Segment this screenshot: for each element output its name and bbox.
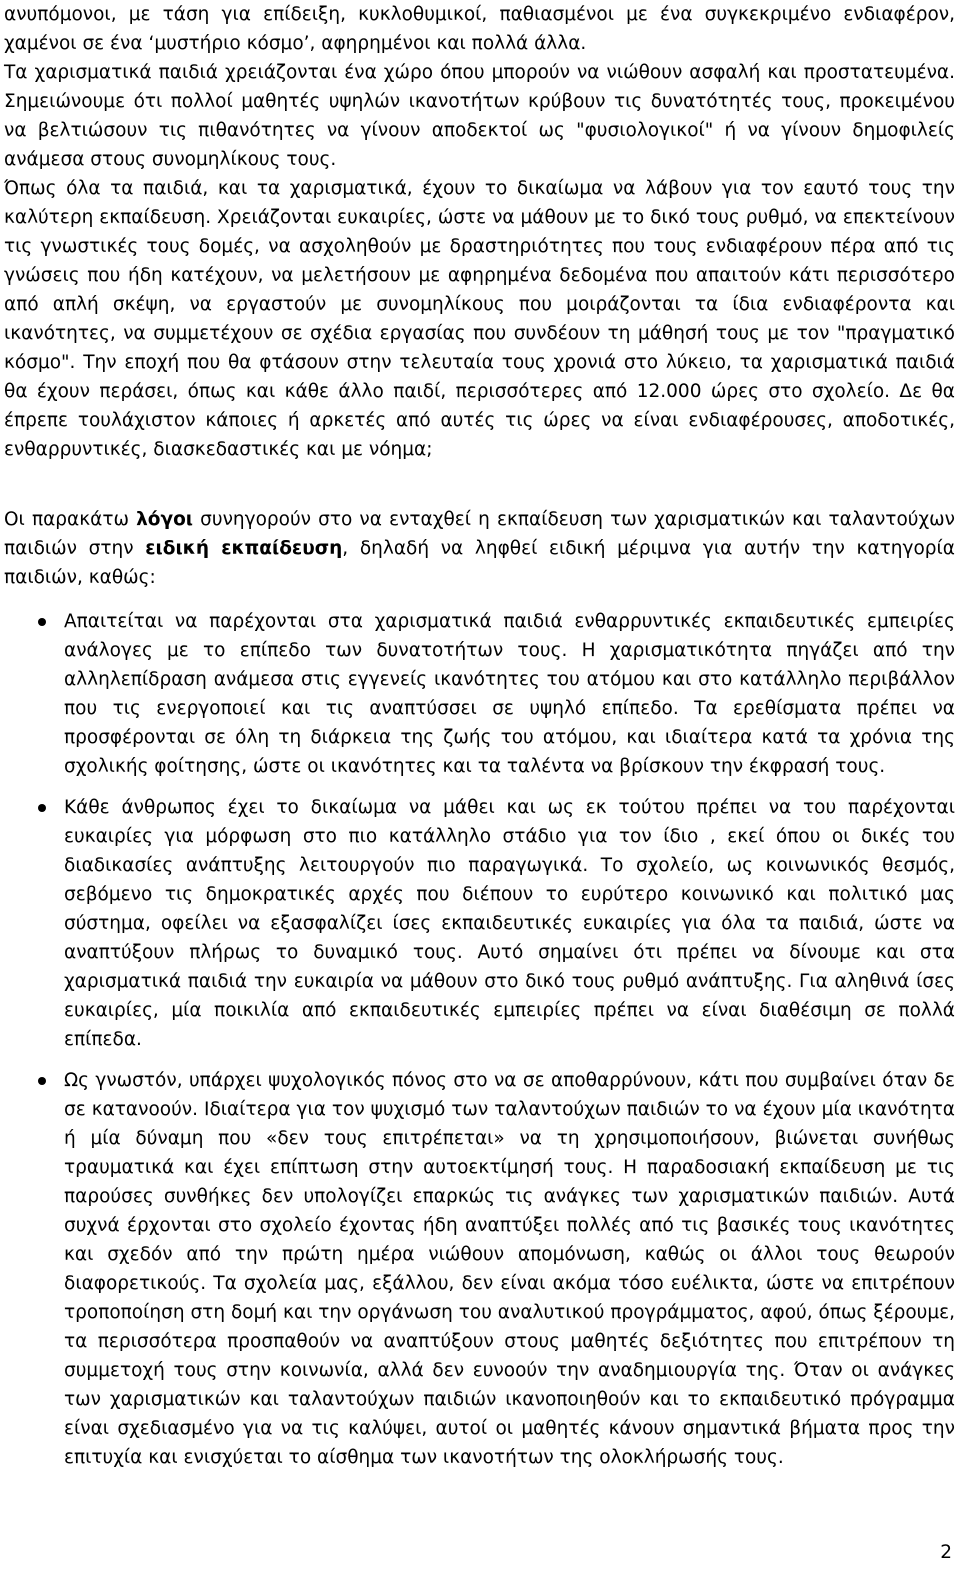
list-item-text: Ως γνωστόν, υπάρχει ψυχολογικός πόνος στο να σε αποθαρρύνουν, κάτι που συμβαίνει όταν δε σε κατανοούν. Ιδιαίτερα για τον ψυχισμό των ταλαντούχων παιδιών το να έχουν μία ικανότητα ή μία δύναμη που «δεν τους επιτρέπεται» να τη χρησιμοποιήσουν, βιώνεται συνήθως τραυματικά και έχει επίπτωση στην αυτοεκτίμησή τους. Η παραδοσιακή εκπαίδευση με τις παρούσες συνθήκες δεν υπολογίζει επαρκώς τις ανάγκες των χαρισματικών παιδιών. Αυτά συχνά έρχονται στο σχολείο έχοντας ήδη αναπτύξει πολλές από τις βασικές τους ικανότητες και σχεδόν από την πρώτη ημέρα νιώθουν απομόνωση, καθώς οι άλλοι τους θεωρούν διαφορετικούς. Τα σχολεία μας, εξάλλου, δεν είναι ακόμα τόσο ευέλικτα, ώστε να επιτρέπουν τροποποίηση στη δομή και την οργάνωση του αναλυτικού προγράμματος, αφού, όπως ξέρουμε, τα περισσότερα προσπαθούν να αναπτύξουν στους μαθητές δεξιότητες που επιτρέπουν τη συμμετοχή τους στην κοινωνία, αλλά δεν ευνοούν την αναδημιουργία της. Όταν οι ανάγκες των χαρισματικών και ταλαντούχων παιδιών ικανοποιηθούν και το εκπαιδευτικό πρόγραμμα είναι σχεδιασμένο για να τις καλύψει, αυτοί οι μαθητές κάνουν σημαντικά βήματα προς την επιτυχία και ενισχύεται το αίσθημα των ικανοτήτων της ολοκλήρωσής τους. bbox=[64, 1070, 955, 1468]
paragraph-safe-space: Τα χαρισματικά παιδιά χρειάζονται ένα χώρο όπου μπορούν να νιώθουν ασφαλή και προστατευμένα. Σημειώνουμε ότι πολλοί μαθητές υψηλών ικανοτήτων κρύβουν τις δυνατότητές τους, προκειμένου να βελτιώσουν τις πιθανότητες να γίνουν αποδεκτοί ως "φυσιολογικοί" ή να γίνουν δημοφιλείς ανάμεσα στους συνομηλίκους τους. bbox=[4, 62, 955, 170]
list-item bbox=[0, 607, 955, 781]
reasons-intro-mid: συνηγορούν στο να ενταχθεί η εκπαίδευση των χαρισματικών και ταλαντούχων παιδιών στην bbox=[4, 509, 955, 559]
reasons-intro-post: , δηλαδή να ληφθεί ειδική μέριμνα για αυτήν την κατηγορία παιδιών, καθώς: bbox=[4, 538, 955, 588]
list-item-text: Κάθε άνθρωπος έχει το δικαίωμα να μάθει και ως εκ τούτου πρέπει να του παρέχονται ευκαιρίες για μόρφωση στο πιο κατάλληλο στάδιο για τον ίδιο , εκεί όπου οι δικές του διαδικασίες ανάπτυξης λειτουργούν πιο παραγωγικά. Το σχολείο, ως κοινωνικός θεσμός, σεβόμενο τις δημοκρατικές αρχές που διέπουν το ευρύτερο κοινωνικό και πολιτικό μας σύστημα, οφείλει να εξασφαλίζει ίσες εκπαιδευτικές ευκαιρίες για όλα τα παιδιά, ώστε να αναπτύξουν πλήρως το δυναμικό τους. Αυτό σημαίνει ότι πρέπει να δίνουμε και στα χαρισματικά παιδιά την ευκαιρία να μάθουν στο δικό τους ρυθμό ανάπτυξης. Για αληθινά ίσες ευκαιρίες, μία ποικιλία από εκπαιδευτικές εμπειρίες πρέπει να είναι διαθέσιμη σε πολλά επίπεδα. bbox=[64, 797, 955, 1050]
bullet-dot-icon bbox=[38, 618, 46, 626]
paragraph-reasons-intro bbox=[4, 505, 955, 592]
list-item bbox=[0, 1066, 955, 1472]
paragraph-right-to-education: Όπως όλα τα παιδιά, και τα χαρισματικά, έχουν το δικαίωμα να λάβουν για τον εαυτό τους την καλύτερη εκπαίδευση. Χρειάζονται ευκαιρίες, ώστε να μάθουν με το δικό τους ρυθμό, να επεκτείνουν τις γνωστικές τους δομές, να ασχοληθούν με δραστηριότητες που τους ενδιαφέρουν πέρα από τις γνώσεις που ήδη κατέχουν, να μελετήσουν με αφηρημένα δεδομένα που απαιτούν κάτι περισσότερο από απλή σκέψη, να εργαστούν με συνομηλίκους που μοιράζονται τα ίδια ενδιαφέροντα και ικανότητες, να συμμετέχουν σε σχέδια εργασίας που συνδέουν τη μάθησή τους με τον "πραγματικό κόσμο". Την εποχή που θα φτάσουν στην τελευταία τους χρονιά στο λύκειο, τα χαρισματικά παιδιά θα έχουν περάσει, όπως και κάθε άλλο παιδί, περισσότερες από 12.000 ώρες στο σχολείο. Δε θα έπρεπε τουλάχιστον κάποιες ή αρκετές από αυτές τις ώρες να είναι ενδιαφέρουσες, αποδοτικές, ενθαρρυντικές, διασκεδαστικές και με νόημα; bbox=[4, 178, 955, 460]
list-item bbox=[0, 793, 955, 1054]
bullet-dot-icon bbox=[38, 1077, 46, 1085]
reasons-intro-pre: Οι παρακάτω bbox=[4, 509, 137, 530]
reasons-keyword: λόγοι bbox=[136, 509, 194, 530]
page-number: 2 bbox=[940, 1542, 952, 1563]
reasons-bullet-list bbox=[0, 607, 960, 1484]
bullet-dot-icon bbox=[38, 804, 46, 812]
list-item-text: Απαιτείται να παρέχονται στα χαρισματικά παιδιά ενθαρρυντικές εκπαιδευτικές εμπειρίες ανάλογες με το επίπεδο των δυνατοτήτων τους. Η χαρισματικότητα πηγάζει από την αλληλεπίδραση ανάμεσα στις εγγενείς ικανότητες του ατόμου και στο κατάλληλο περιβάλλον που τις ενεργοποιεί και τις αναπτύσσει σε υψηλό επίπεδο. Τα ερεθίσματα πρέπει να προσφέρονται σε όλη τη διάρκεια της ζωής του ατόμου, και ιδιαίτερα κατά τα χρόνια της σχολικής φοίτησης, ώστε οι ικανότητες και τα ταλέντα να βρίσκουν την έκφρασή τους. bbox=[64, 611, 955, 777]
special-education-keyword: ειδική εκπαίδευση bbox=[145, 538, 343, 559]
paragraph-intro-continuation: ανυπόμονοι, με τάση για επίδειξη, κυκλοθυμικοί, παθιασμένοι με ένα συγκεκριμένο ενδιαφέρον, χαμένοι σε ένα ‘μυστήριο κόσμο’, αφηρημένοι και πολλά άλλα. bbox=[4, 4, 955, 54]
